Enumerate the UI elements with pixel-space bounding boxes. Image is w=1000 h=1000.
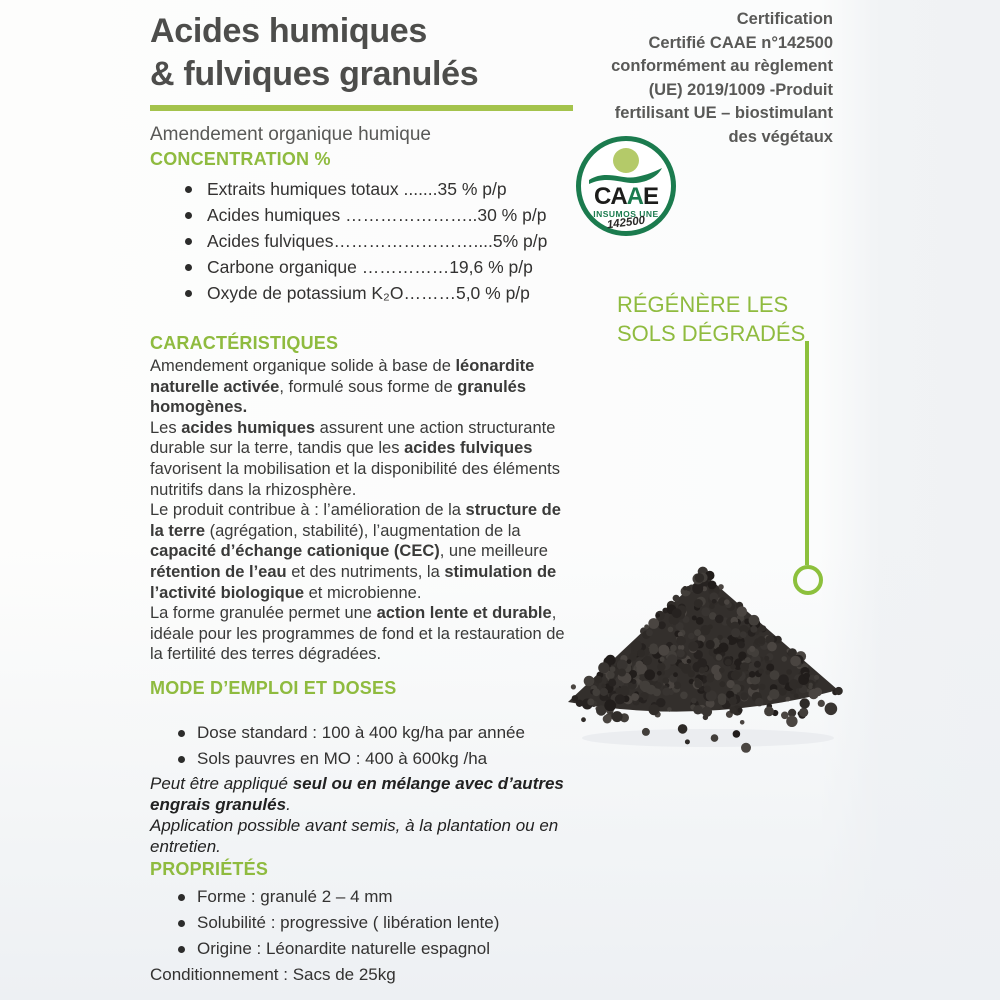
- list-item: Carbone organique ……………19,6 % p/p: [150, 254, 576, 280]
- certification-line: Certifié CAAE n°142500: [648, 33, 833, 52]
- paragraph: Le produit contribue à : l’amélioration de la structure de la terre (agrégation, stabilité), l’augmentation de la capacité d’échange cationique (CEC), une meilleure rétention de l’eau et des nutriments, la stimulation de l’activité biologique et microbienne.: [150, 501, 561, 602]
- section-heading-concentration: CONCENTRATION %: [150, 149, 331, 169]
- list-item: Dose standard : 100 à 400 kg/ha par année: [150, 720, 576, 746]
- title-underline: [150, 105, 573, 111]
- list-item: Acides humiques …………………..30 % p/p: [150, 202, 576, 228]
- list-item: Origine : Léonardite naturelle espagnol: [150, 936, 576, 962]
- paragraph: Peut être appliqué seul ou en mélange avec d’autres engrais granulés.: [150, 773, 564, 814]
- list-item: Sols pauvres en MO : 400 à 600kg /ha: [150, 746, 576, 772]
- conditionnement-line: Conditionnement : Sacs de 25kg: [150, 964, 396, 984]
- list-item: Extraits humiques totaux .......35 % p/p: [150, 176, 576, 202]
- caae-subtext: INSUMOS UNE: [593, 209, 659, 219]
- page-title-line2: & fulviques granulés: [150, 55, 479, 93]
- proprietes-list: [150, 884, 576, 962]
- list-item: Acides fulviques……………………....5% p/p: [150, 228, 576, 254]
- section-heading-caracteristiques: CARACTÉRISTIQUES: [150, 333, 339, 353]
- list-item: Forme : granulé 2 – 4 mm: [150, 884, 576, 910]
- connector-line: [805, 341, 809, 565]
- certification-line: conformément au règlement: [611, 57, 833, 75]
- tagline: RÉGÉNÈRE LES SOLS DÉGRADÉS: [617, 292, 806, 346]
- concentration-list: [150, 176, 576, 306]
- section-heading-proprietes: PROPRIÉTÉS: [150, 858, 269, 879]
- mode-emploi-list: [150, 720, 576, 772]
- certification-line: des végétaux: [728, 127, 833, 146]
- certification-line: (UE) 2019/1009 -Produit: [648, 80, 833, 99]
- list-item: Solubilité : progressive ( libération lente): [150, 910, 576, 936]
- certification-block: [513, 8, 833, 149]
- caae-number: 142500: [606, 214, 646, 232]
- paragraph: Application possible avant semis, à la plantation ou en entretien.: [150, 815, 559, 856]
- list-item: Oxyde de potassium K₂O………5,0 % p/p: [150, 280, 576, 306]
- subtitle: Amendement organique humique: [150, 124, 431, 145]
- page-title-line1: Acides humiques: [150, 12, 428, 50]
- paragraph: La forme granulée permet une action lente et durable, idéale pour les programmes de fond et la restauration de la fertilité des terres dégradées.: [150, 604, 565, 664]
- caae-brand-text: CAAE: [593, 183, 659, 210]
- paragraph: Amendement organique solide à base de léonardite naturelle activée, formulé sous forme de granulés homogènes.: [150, 357, 535, 417]
- certification-line: fertilisant UE – biostimulant: [614, 104, 833, 122]
- caracteristiques-text: [150, 356, 576, 665]
- caae-seal-icon: [576, 136, 676, 236]
- main-column: [150, 10, 576, 987]
- paragraph: Les acides humiques assurent une action structurante durable sur la terre, tandis que les acides fulviques favorisent la mobilisation et la disponibilité des éléments nutritifs dans la rhizosphère.: [150, 418, 560, 499]
- mode-emploi-notes: [150, 773, 576, 857]
- section-heading-mode-emploi: MODE D’EMPLOI ET DOSES: [150, 677, 397, 698]
- certification-line: Certification: [736, 10, 833, 28]
- granules-pile-image: [560, 566, 850, 771]
